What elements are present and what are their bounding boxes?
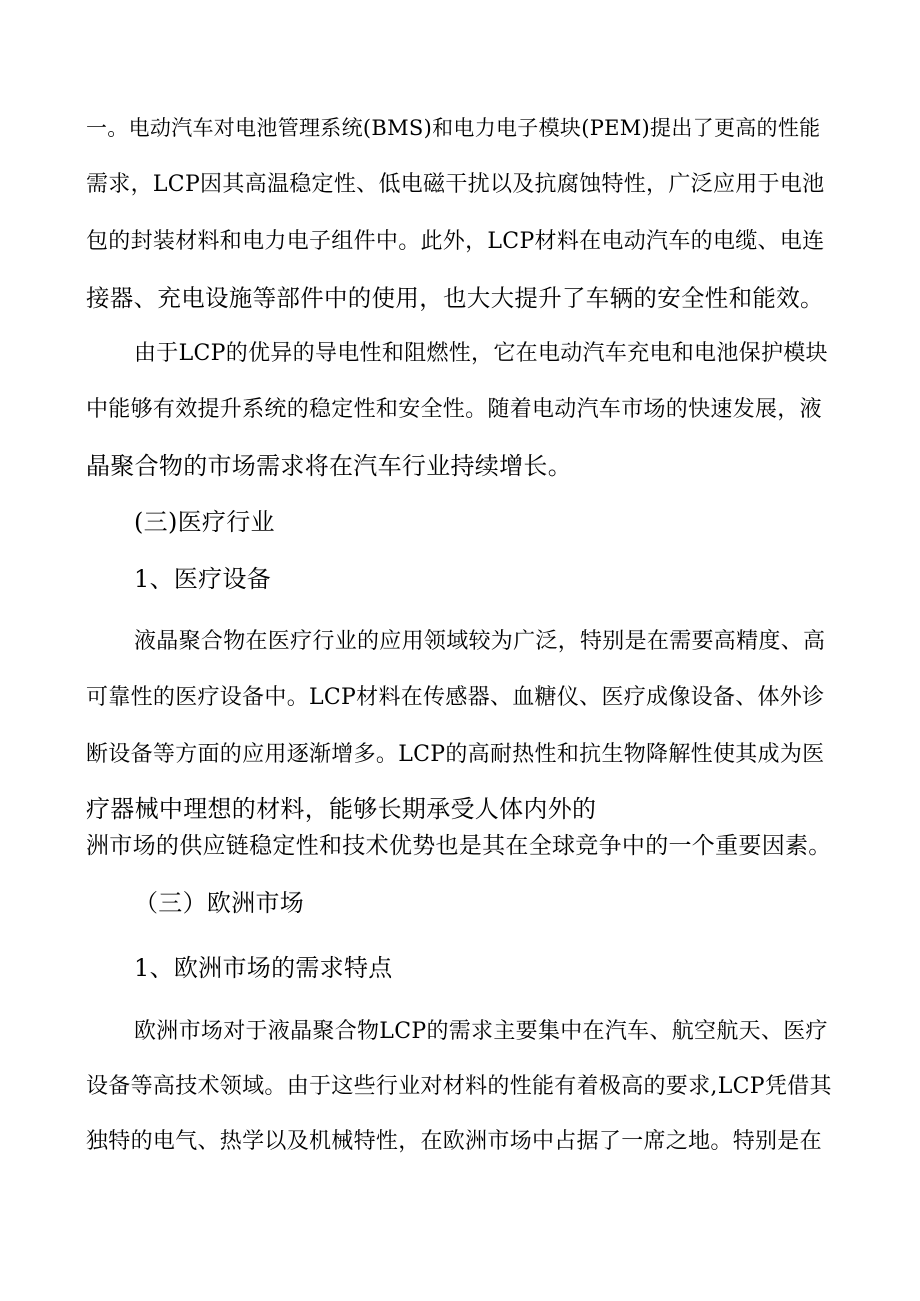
paragraph-3-line-4: 疗器械中理想的材料，能够长期承受人体内外的 <box>86 795 597 823</box>
subheading-medical-devices: 1、医疗设备 <box>134 565 272 593</box>
paragraph-3-line-2: 可靠性的医疗设备中。LCP材料在传感器、血糖仪、医疗成像设备、体外诊 <box>86 685 825 710</box>
subheading-europe-demand: 1、欧洲市场的需求特点 <box>134 954 393 982</box>
paragraph-5-line-3: 独特的电气、热学以及机械特性，在欧洲市场中占据了一席之地。特别是在 <box>86 1129 822 1154</box>
paragraph-2-line-2: 中能够有效提升系统的稳定性和安全性。随着电动汽车市场的快速发展，液 <box>86 397 822 422</box>
section-heading-medical: (三)医疗行业 <box>134 508 275 536</box>
paragraph-1-line-3: 包的封装材料和电力电子组件中。此外，LCP材料在电动汽车的电缆、电连 <box>86 229 825 254</box>
paragraph-1-line-4: 接器、充电设施等部件中的使用，也大大提升了车辆的安全性和能效。 <box>86 284 824 312</box>
paragraph-3-line-1: 液晶聚合物在医疗行业的应用领域较为广泛，特别是在需要高精度、高 <box>134 629 826 654</box>
paragraph-1-line-1: 一。电动汽车对电池管理系统(BMS)和电力电子模块(PEM)提出了更高的性能 <box>86 116 821 140</box>
paragraph-4-line-1: 洲市场的供应链稳定性和技术优势也是其在全球竞争中的一个重要因素。 <box>86 833 832 859</box>
paragraph-5-line-2: 设备等高技术领域。由于这些行业对材料的性能有着极高的要求,LCP凭借其 <box>86 1074 832 1099</box>
paragraph-3-line-3: 断设备等方面的应用逐渐增多。LCP的高耐热性和抗生物降解性使其成为医 <box>86 742 825 767</box>
paragraph-2-line-3: 晶聚合物的市场需求将在汽车行业持续增长。 <box>86 452 572 480</box>
paragraph-5-line-1: 欧洲市场对于液晶聚合物LCP的需求主要集中在汽车、航空航天、医疗 <box>134 1019 828 1044</box>
paragraph-2-line-1: 由于LCP的优异的导电性和阻燃性，它在电动汽车充电和电池保护模块 <box>134 341 828 366</box>
section-heading-europe: （三）欧洲市场 <box>134 889 305 917</box>
paragraph-1-line-2: 需求，LCP因其高温稳定性、低电磁干扰以及抗腐蚀特性，广泛应用于电池 <box>86 172 825 197</box>
